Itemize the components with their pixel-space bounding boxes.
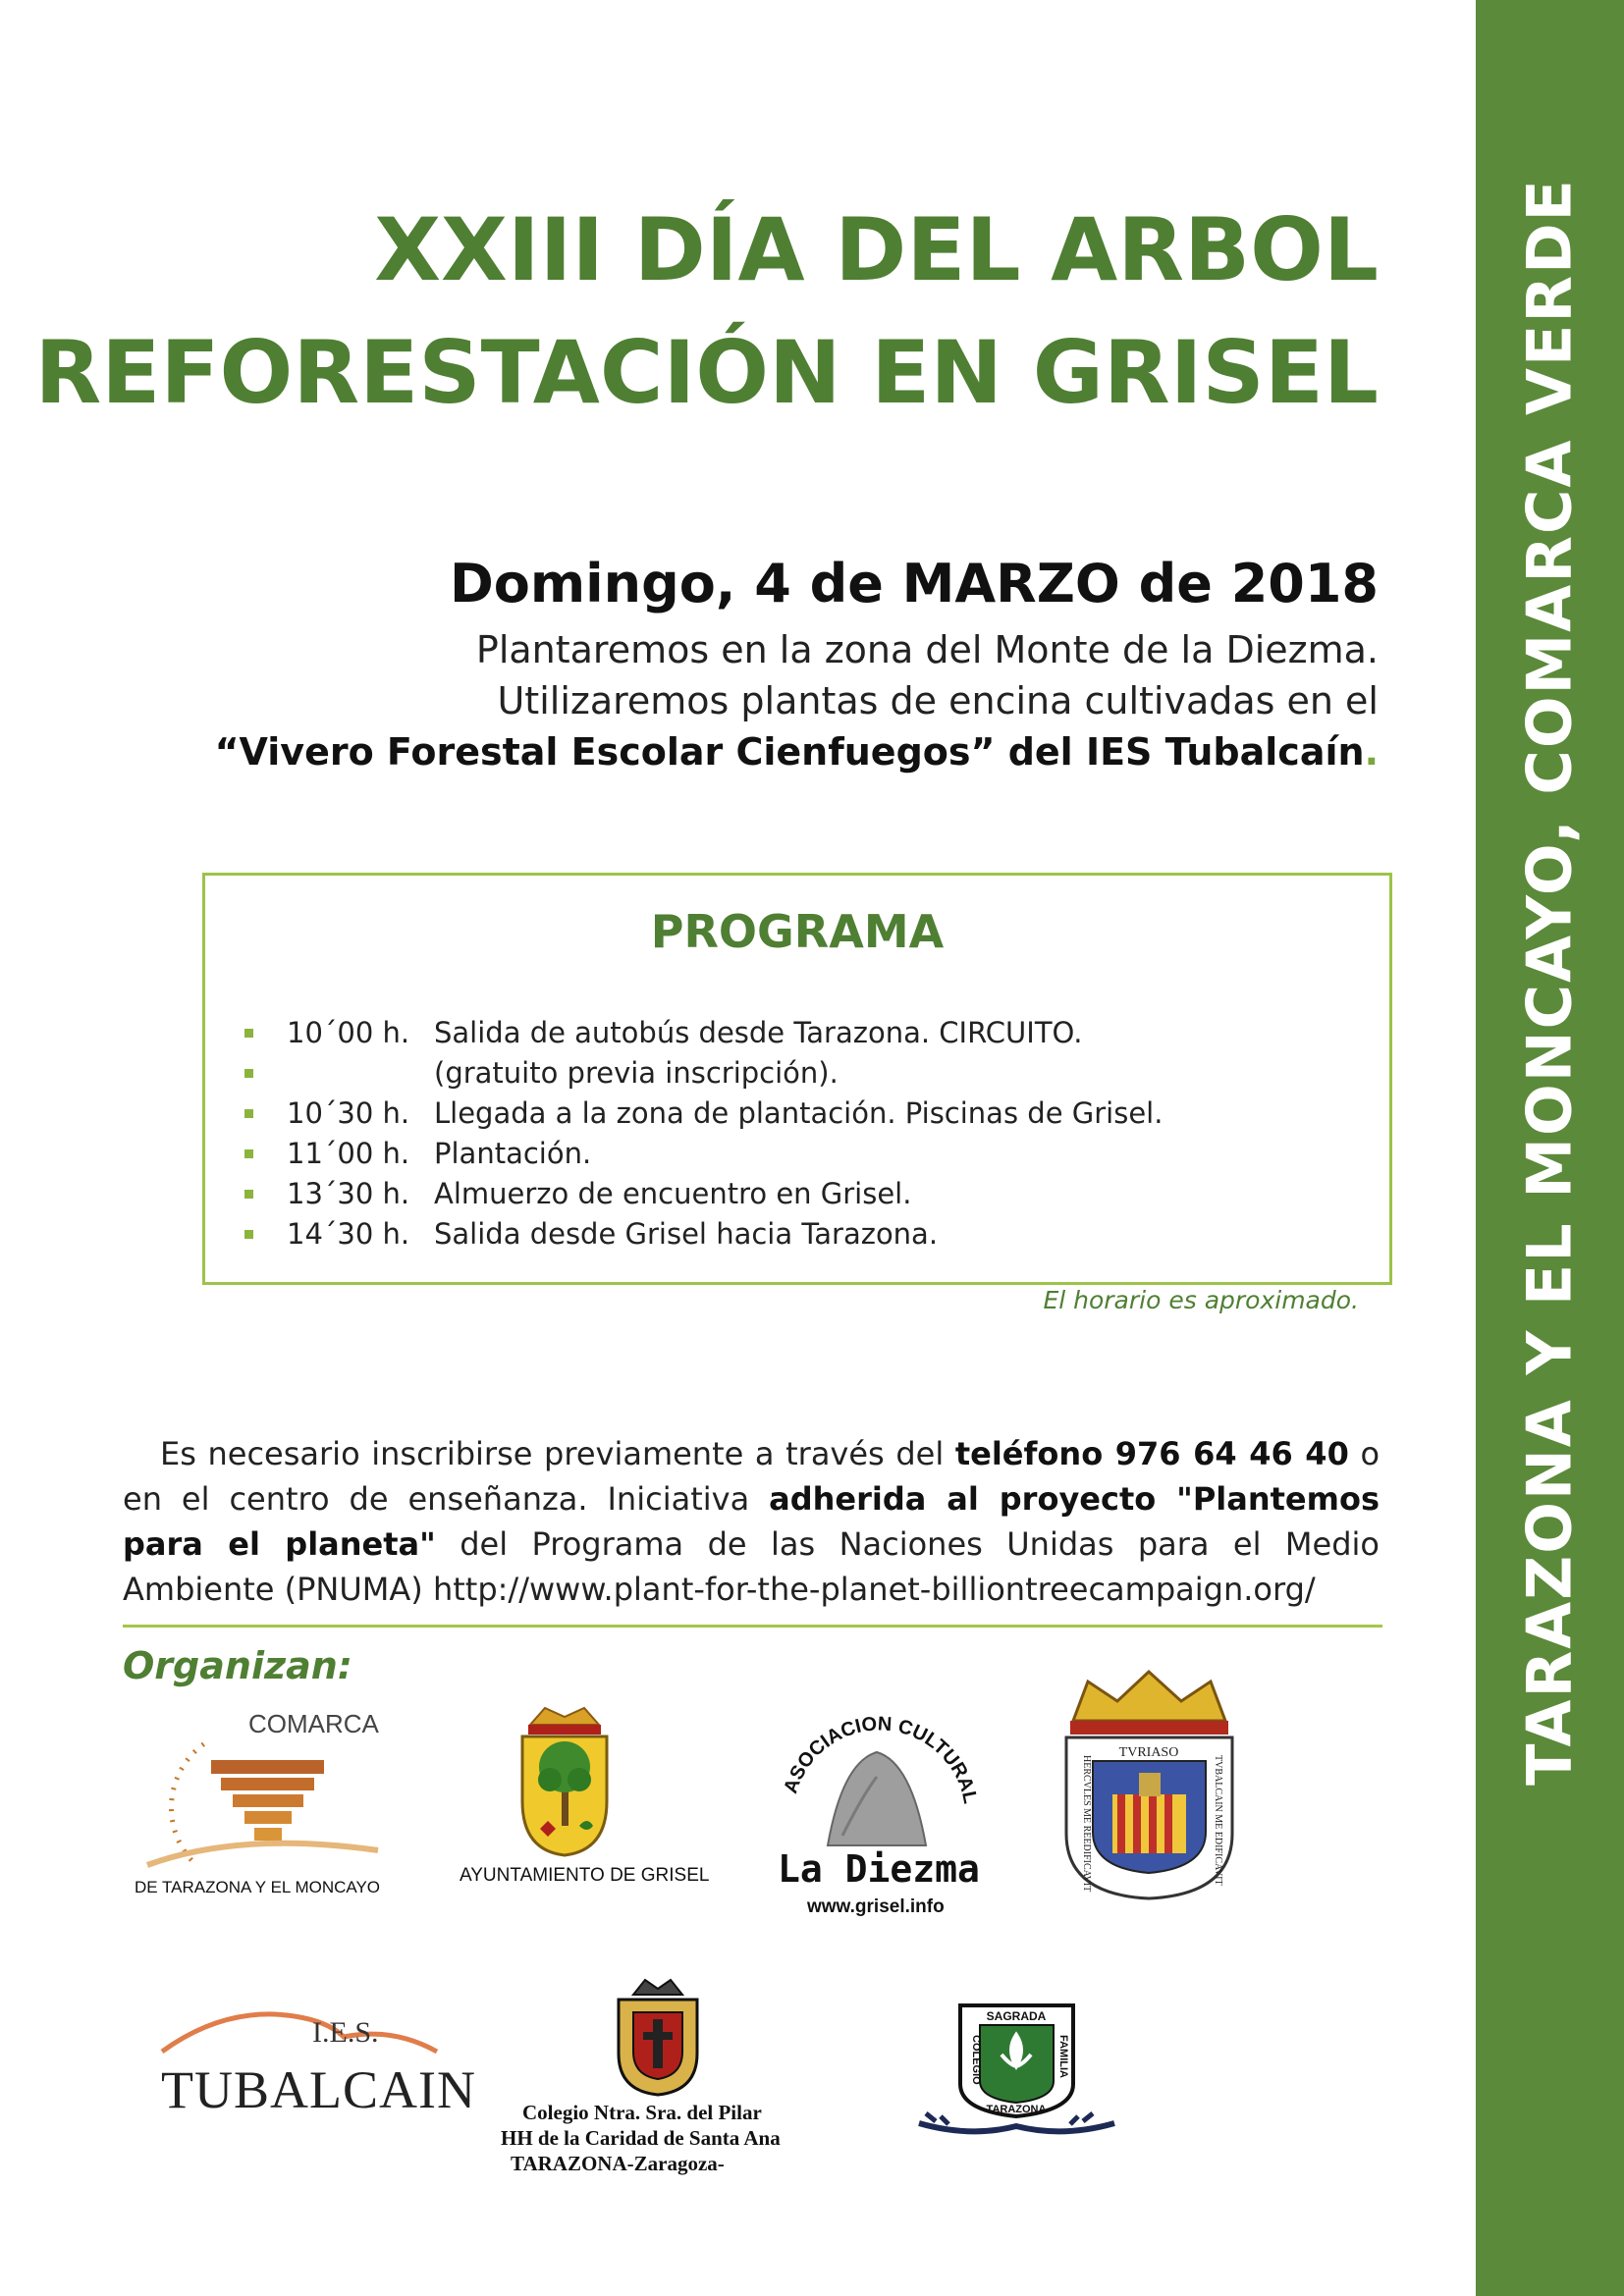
program-time: 11´00 h. [287, 1137, 410, 1170]
diezma-arc-text: ASOCIACION CULTURAL [780, 1713, 980, 1806]
program-title: PROGRAMA [650, 905, 945, 958]
bullet-icon [244, 1149, 253, 1158]
program-text: Plantación. [434, 1137, 592, 1170]
list-item [244, 1013, 1163, 1053]
la-diezma-logo [774, 1708, 980, 1917]
pilar-line-1: Colegio Ntra. Sra. del Pilar [522, 2101, 762, 2124]
desc-line-1: Plantaremos en la zona del Monte de la Diezma. [475, 628, 1379, 671]
program-text: Llegada a la zona de plantación. Piscinas de Grisel. [434, 1096, 1164, 1130]
list-item [244, 1134, 1163, 1174]
comarca-top-text: COMARCA [248, 1709, 379, 1738]
bullet-icon [244, 1109, 253, 1118]
tarazona-coat-of-arms [1049, 1667, 1250, 1902]
pilar-line-3: TARAZONA-Zaragoza- [511, 2152, 725, 2175]
sf-right-text: FAMILIA [1057, 2035, 1069, 2078]
program-time: 10´30 h. [287, 1096, 410, 1130]
tarazona-shield-icon [1049, 1667, 1250, 1902]
program-text: Almuerzo de encuentro en Grisel. [434, 1177, 912, 1210]
bullet-icon [244, 1230, 253, 1239]
ies-big-text: TUBALCAIN [161, 2060, 476, 2119]
event-description [215, 624, 1379, 777]
sf-left-text: COLEGIO [970, 2035, 982, 2085]
program-list [244, 1013, 1163, 1255]
title-line-2: REFORESTACIÓN EN GRISEL [34, 322, 1379, 423]
project-name: adherida al proyecto "Plantemos para el planeta" [123, 1480, 1380, 1563]
event-date: Domingo, 4 de MARZO de 2018 [449, 553, 1379, 614]
info-text-3: del Programa de las Naciones Unidas para el Medio Ambiente (PNUMA) http://www.plant-for-the-planet-billiontreecampaign.org/ [123, 1525, 1380, 1608]
tarazona-right-text: HERCVLES ME REEDIFICAVIT [1081, 1755, 1092, 1893]
program-time: 14´30 h. [287, 1217, 410, 1251]
comarca-logo [133, 1703, 407, 1896]
info-paragraph [123, 1431, 1380, 1612]
desc-end-dot: . [1364, 730, 1379, 774]
sf-top-text: SAGRADA [986, 2009, 1047, 2023]
comarca-emblem-icon [133, 1703, 407, 1880]
comarca-caption: DE TARAZONA Y EL MONCAYO [135, 1878, 381, 1896]
grisel-caption: AYUNTAMIENTO DE GRISEL [460, 1865, 710, 1886]
sagrada-familia-shield-icon [911, 2001, 1122, 2138]
program-time: 10´00 h. [287, 1016, 410, 1049]
bullet-icon [244, 1029, 253, 1038]
list-item [244, 1094, 1163, 1134]
tubalcain-swoosh-icon [157, 2002, 452, 2061]
phone-number: teléfono 976 64 46 40 [954, 1435, 1349, 1472]
grisel-shield-logo [511, 1703, 619, 1860]
organizers-label: Organizan: [123, 1644, 352, 1687]
sidebar-vertical-title: TARAZONA Y EL MONCAYO, COMARCA VERDE [1513, 178, 1586, 1786]
pilar-crest-icon [599, 1975, 717, 2101]
bullet-icon [244, 1069, 253, 1078]
program-text: Salida desde Grisel hacia Tarazona. [434, 1217, 939, 1251]
diezma-hut-icon [774, 1708, 980, 1855]
program-box [202, 873, 1392, 1285]
desc-line-2: Utilizaremos plantas de encina cultivadas en el [497, 679, 1379, 722]
colegio-pilar-emblem [599, 1975, 717, 2101]
ies-small-text: I.E.S. [312, 2016, 379, 2049]
title-line-1: XXIII DÍA DEL ARBOL [374, 199, 1379, 300]
pilar-line-2: HH de la Caridad de Santa Ana [501, 2126, 781, 2150]
tarazona-left-text: TVBALCAIN ME EDIFICAVIT [1213, 1755, 1223, 1886]
program-text: Salida de autobús desde Tarazona. CIRCUITO. [434, 1016, 1083, 1049]
info-text-1: Es necesario inscribirse previamente a través del [160, 1435, 955, 1472]
bullet-icon [244, 1190, 253, 1199]
ies-tubalcain-logo [157, 2002, 476, 2130]
schedule-note: El horario es aproximado. [1043, 1286, 1359, 1314]
diezma-name: La Diezma [778, 1847, 980, 1891]
diezma-website: www.grisel.info [807, 1896, 945, 1917]
sf-bottom-text: TARAZONA [986, 2104, 1047, 2115]
divider [123, 1625, 1382, 1628]
info-text-2: o en el centro de enseñanza. Iniciativa [123, 1435, 1380, 1518]
grisel-shield-icon [511, 1703, 619, 1860]
list-item [244, 1214, 1163, 1255]
tarazona-top-text: TVRIASO [1118, 1745, 1179, 1760]
desc-line-3 [215, 726, 1379, 777]
list-item [244, 1174, 1163, 1214]
list-item [244, 1053, 1163, 1094]
nursery-name: “Vivero Forestal Escolar Cienfuegos” del IES Tubalcaín [214, 730, 1365, 774]
program-text: (gratuito previa inscripción). [434, 1056, 839, 1090]
sagrada-familia-logo [911, 2001, 1122, 2138]
program-time: 13´30 h. [287, 1177, 410, 1210]
